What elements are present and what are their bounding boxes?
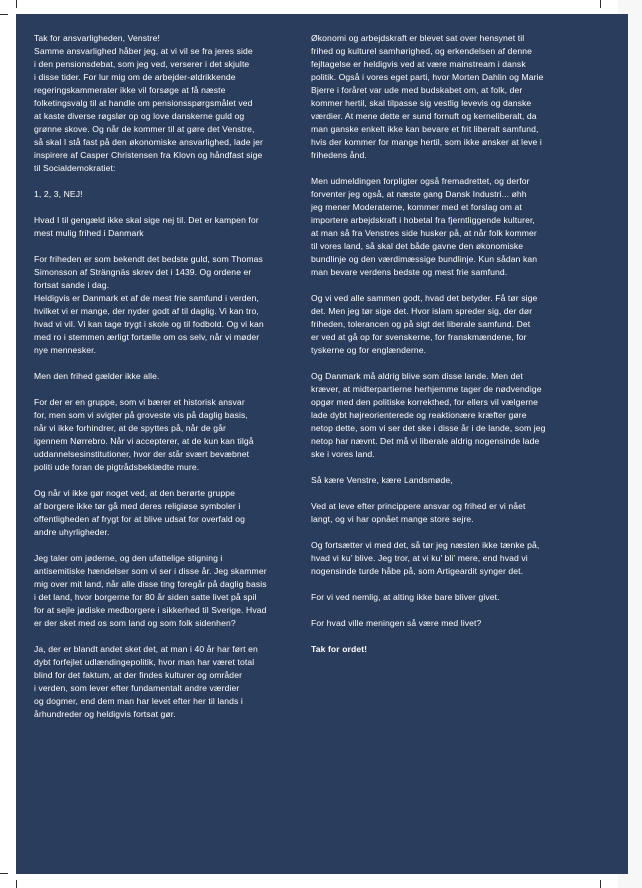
paragraph: For hvad ville meningen så være med livet? (311, 618, 482, 628)
crop-mark-top-left-v (16, 0, 17, 8)
edge-decoration (618, 14, 628, 874)
paragraph: Men udmeldingen forpligter også fremadrettet, og derfor forventer jeg også, at næste gang Dansk Industri... øhh jeg mener Moderaterne, kommer med et forslag om at importere arbejdskraft i hobetal fra fjerntliggende kulturer, at man så fra Venstres side husker på, at når folk kommer til vores land, så skal det både gavne den økonomiske bundlinje og den værdimæssige bundlinje. Kun sådan kan man bevare verdens bedste og mest frie samfund. (311, 176, 538, 277)
paragraph: For der er en gruppe, som vi bærer et historisk ansvar for, men som vi svigter på groveste vis på daglig basis, når vi ikke forhindrer, at de spyttes på, når de går igennem Nørrebro. Når vi accepterer, at de kun kan tilgå uddannelsesinstitutioner, hvor der står svært bevæbnet politi ude foran de pigtrådsbeklædte mure. (34, 397, 254, 472)
paragraph: Ved at leve efter princippere ansvar og frihed er vi nået langt, og vi har opnået mange store sejre. (311, 501, 526, 524)
closing-line: Tak for ordet! (311, 644, 368, 654)
paragraph: Ja, der er blandt andet sket det, at man i 40 år har ført en dybt forfejlet udlændingepolitik, hvor man har været total blind for det faktum, at der findes kulturer og områder i verden, som lever efter fundamentalt andre værdier og dogmer, end dem man har levet efter her til lands i århundreder og heldigvis fortsat gør. (34, 644, 258, 719)
paragraph: Og Danmark må aldrig blive som disse lande. Men det kræver, at midterpartierne herhjemme tager de nødvendige opgør med den politiske korrekthed, for ellers vil vælgerne lade dybt højreorienterede og reaktionære kræfter gøre netop dette, som vi ser det ske i disse år i de lande, som jeg netop har nævnt. Det må vi liberale aldrig nogensinde lade ske i vores land. (311, 371, 546, 459)
paragraph: For friheden er som bekendt det bedste guld, som Thomas Simonsson af Strängnäs skrev det i 1439. Og ordene er fortsat sande i dag. Heldigvis er Danmark et af de mest frie samfund i verden, hvilket vi er mange, der nyder godt af til daglig. Vi kan tro, hvad vi vil. Vi kan tage trygt i skole og til fodbold. Og vi kan med ro i stemmen ærligt fortælle om os selv, når vi møder nye mennesker. (34, 254, 264, 355)
crop-mark-bottom-right-v (600, 880, 601, 888)
paragraph: Og vi ved alle sammen godt, hvad det betyder. Få tør sige det. Men jeg tør sige det. Hvor islam spreder sig, der dør friheden, tolerancen og på sigt det liberale samfund. Det er ved at gå op for svenskerne, for franskmændene, for tyskerne og for englænderne. (311, 293, 538, 355)
paragraph: Men den frihed gælder ikke alle. (34, 371, 160, 381)
crop-mark-top-left-h (0, 14, 8, 15)
crop-mark-bottom-left-h (0, 873, 8, 874)
paragraph: For vi ved nemlig, at alting ikke bare bliver givet. (311, 592, 500, 602)
paragraph: Jeg taler om jøderne, og den ufattelige stigning i antisemitiske hændelser som vi ser i disse år. Jeg skammer mig over mit land, når alle disse ting foregår på daglig basis i det land, hvor borgerne for 80 år siden satte livet på spil for at sejle jødiske medborgere i sikkerhed til Sverige. Hvad er der sket med os som land og som folk sidenhen? (34, 553, 267, 628)
paragraph: Tak for ansvarligheden, Venstre! Samme ansvarlighed håber jeg, at vi vil se fra jeres side i den pensionsdebat, som jeg ved, verserer i det skjulte i disse tider. For lur mig om de arbejder-øldrikkende regeringskammerater ikke vil forsøge at få næste folketingsvalg til at handle om pensionsspørgsmålet ved at kaste diverse røgslør op og love danskerne guld og grønne skove. Og når de kommer til at gøre det Venstre, så skal I stå fast på den økonomiske ansvarlighed, lade jer inspirere af Casper Christensen fra Klovn og håndfast sige til Socialdemokratiet: (34, 33, 263, 173)
left-column (34, 32, 282, 734)
paragraph: Så kære Venstre, kære Landsmøde, (311, 475, 453, 485)
crop-mark-bottom-left-v (16, 880, 17, 888)
crop-mark-top-right-v (600, 0, 601, 8)
paragraph: 1, 2, 3, NEJ! (34, 189, 83, 199)
paragraph: Og fortsætter vi med det, så tør jeg næsten ikke tænke på, hvad vi ku’ blive. Jeg tror, at vi ku’ bli’ mere, end hvad vi nogensinde turde håbe på, som Artigeardit synger det. (311, 540, 540, 576)
right-column (311, 32, 571, 669)
paragraph: Økonomi og arbejdskraft er blevet sat over hensynet til frihed og kulturel samhørighed, og erkendelsen af denne fejltagelse er heldigvis ved at være mainstream i dansk politik. Også i vores eget parti, hvor Morten Dahlin og Marie Bjerre i foråret var ude med budskabet om, at folk, der kommer hertil, skal tilpasse sig vestlig levevis og danske værdier. At mene dette er sund fornuft og kerneliberalt, da man ganske enkelt ikke kan bevare et frit liberalt samfund, hvis der kommer for mange hertil, som ikke ønsker at leve i frihedens ånd. (311, 33, 544, 160)
paragraph: Og når vi ikke gør noget ved, at den berørte gruppe af borgere ikke tør gå med deres religiøse symboler i offentligheden af frygt for at blive udsat for overfald og andre uhyrligheder. (34, 488, 246, 537)
paragraph: Hvad I til gengæld ikke skal sige nej til. Det er kampen for mest mulig frihed i Danmark (34, 215, 259, 238)
